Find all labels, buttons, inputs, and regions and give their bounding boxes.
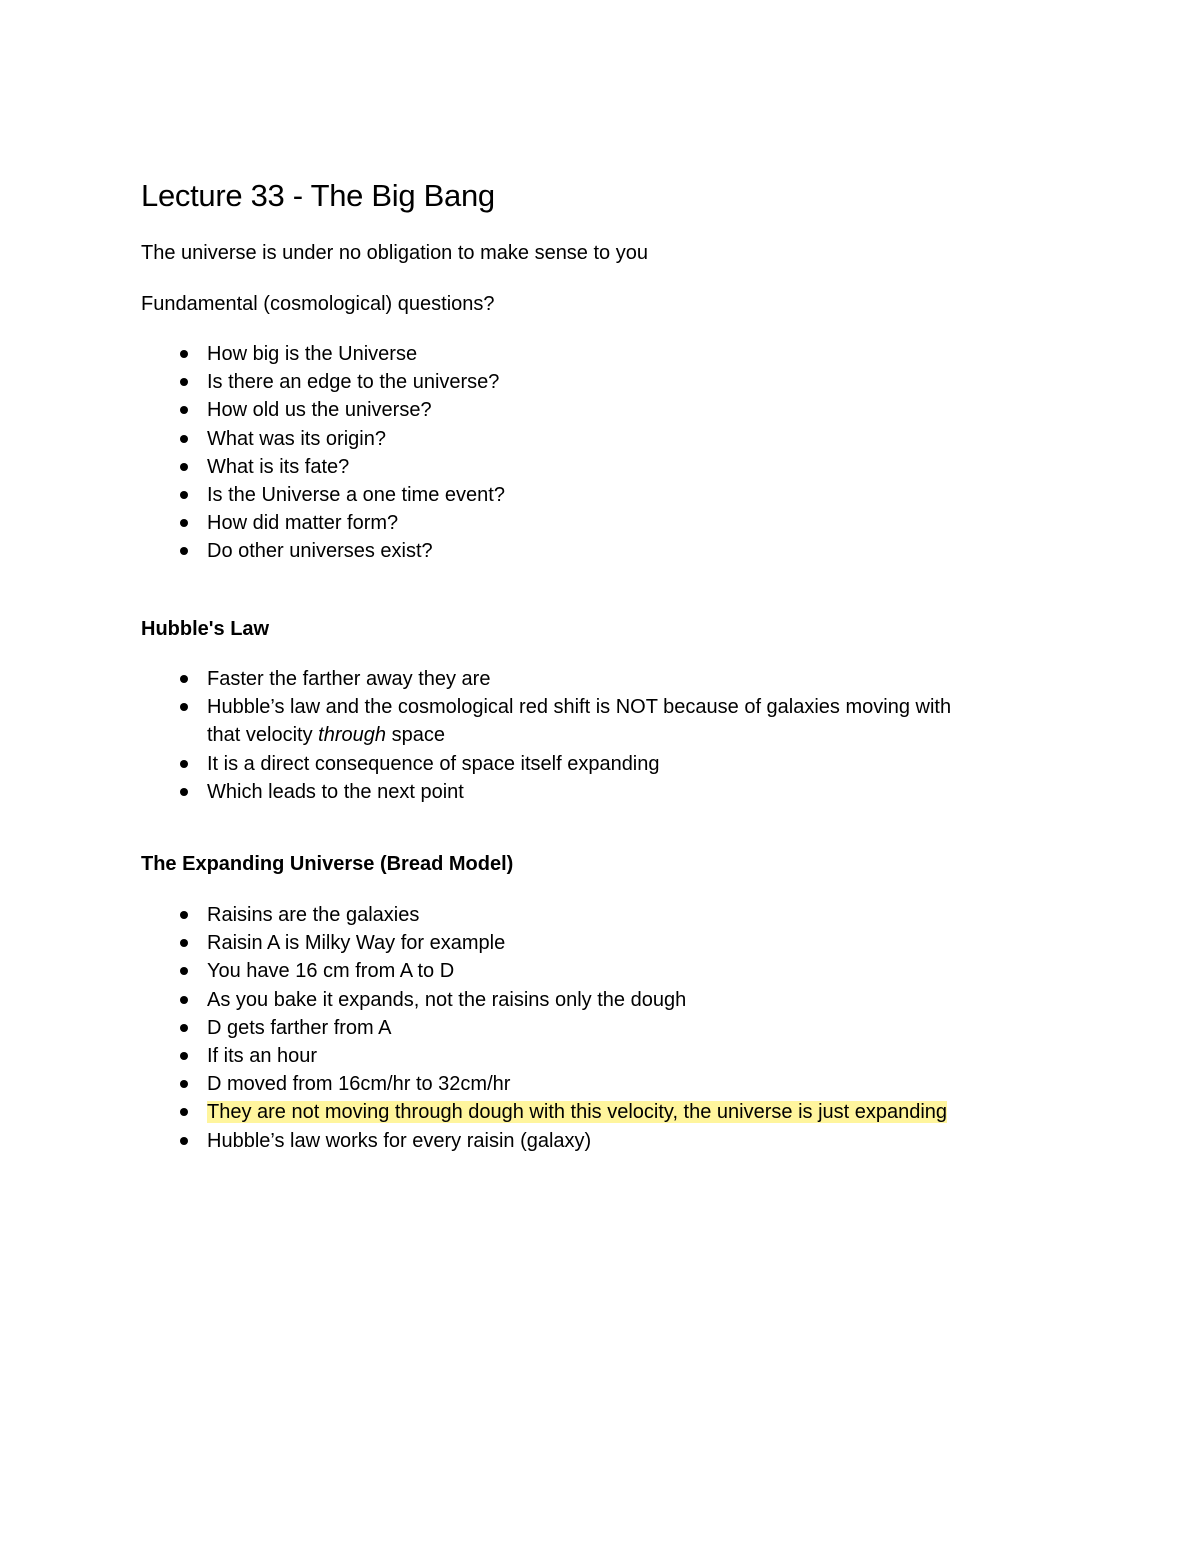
fundamental-questions-label: Fundamental (cosmological) questions?: [141, 293, 495, 315]
quote-text: The universe is under no obligation to make sense to you: [141, 242, 648, 264]
list-item: D gets farther from A: [141, 1014, 1061, 1042]
fundamental-questions-list: [141, 340, 1061, 566]
bullet-icon: [180, 435, 188, 443]
bullet-icon: [180, 675, 188, 683]
bullet-icon: [180, 911, 188, 919]
bullet-icon: [180, 547, 188, 555]
bullet-icon: [180, 939, 188, 947]
bullet-icon: [180, 1137, 188, 1145]
hubbles-law-list: [141, 665, 1061, 806]
list-item: How old us the universe?: [141, 396, 1061, 424]
bullet-icon: [180, 519, 188, 527]
bullet-icon: [180, 491, 188, 499]
list-item: You have 16 cm from A to D: [141, 957, 1061, 985]
list-item: D moved from 16cm/hr to 32cm/hr: [141, 1070, 1061, 1098]
list-item: Is there an edge to the universe?: [141, 368, 1061, 396]
expanding-universe-list: [141, 901, 1061, 1155]
bullet-icon: [180, 788, 188, 796]
bullet-icon: [180, 996, 188, 1004]
list-item: Hubble’s law and the cosmological red shift is NOT because of galaxies moving with that velocity through space: [141, 693, 1061, 749]
bullet-icon: [180, 703, 188, 711]
bullet-icon: [180, 760, 188, 768]
list-item: Raisin A is Milky Way for example: [141, 929, 1061, 957]
bullet-icon: [180, 350, 188, 358]
list-item: Which leads to the next point: [141, 778, 1061, 806]
bullet-icon: [180, 1024, 188, 1032]
bullet-icon: [180, 1052, 188, 1060]
bullet-icon: [180, 406, 188, 414]
list-item: What is its fate?: [141, 453, 1061, 481]
italic-through: through: [318, 724, 387, 747]
highlighted-text: They are not moving through dough with this velocity, the universe is just expanding: [207, 1101, 948, 1124]
list-item: Is the Universe a one time event?: [141, 481, 1061, 509]
bullet-icon: [180, 1108, 188, 1116]
page-title: Lecture 33 - The Big Bang: [141, 178, 495, 213]
list-item: Faster the farther away they are: [141, 665, 1061, 693]
list-item: Raisins are the galaxies: [141, 901, 1061, 929]
list-item: Hubble’s law works for every raisin (galaxy): [141, 1127, 1061, 1155]
list-item: If its an hour: [141, 1042, 1061, 1070]
bullet-icon: [180, 967, 188, 975]
list-item: How big is the Universe: [141, 340, 1061, 368]
expanding-universe-heading: The Expanding Universe (Bread Model): [141, 853, 514, 875]
list-item-highlighted: [141, 1098, 1061, 1126]
list-item: Do other universes exist?: [141, 537, 1061, 565]
list-item: As you bake it expands, not the raisins only the dough: [141, 986, 1061, 1014]
list-item: It is a direct consequence of space itself expanding: [141, 750, 1061, 778]
list-item: How did matter form?: [141, 509, 1061, 537]
hubbles-law-heading: Hubble's Law: [141, 618, 270, 640]
bullet-icon: [180, 378, 188, 386]
bullet-icon: [180, 463, 188, 471]
list-item: What was its origin?: [141, 425, 1061, 453]
bullet-icon: [180, 1080, 188, 1088]
